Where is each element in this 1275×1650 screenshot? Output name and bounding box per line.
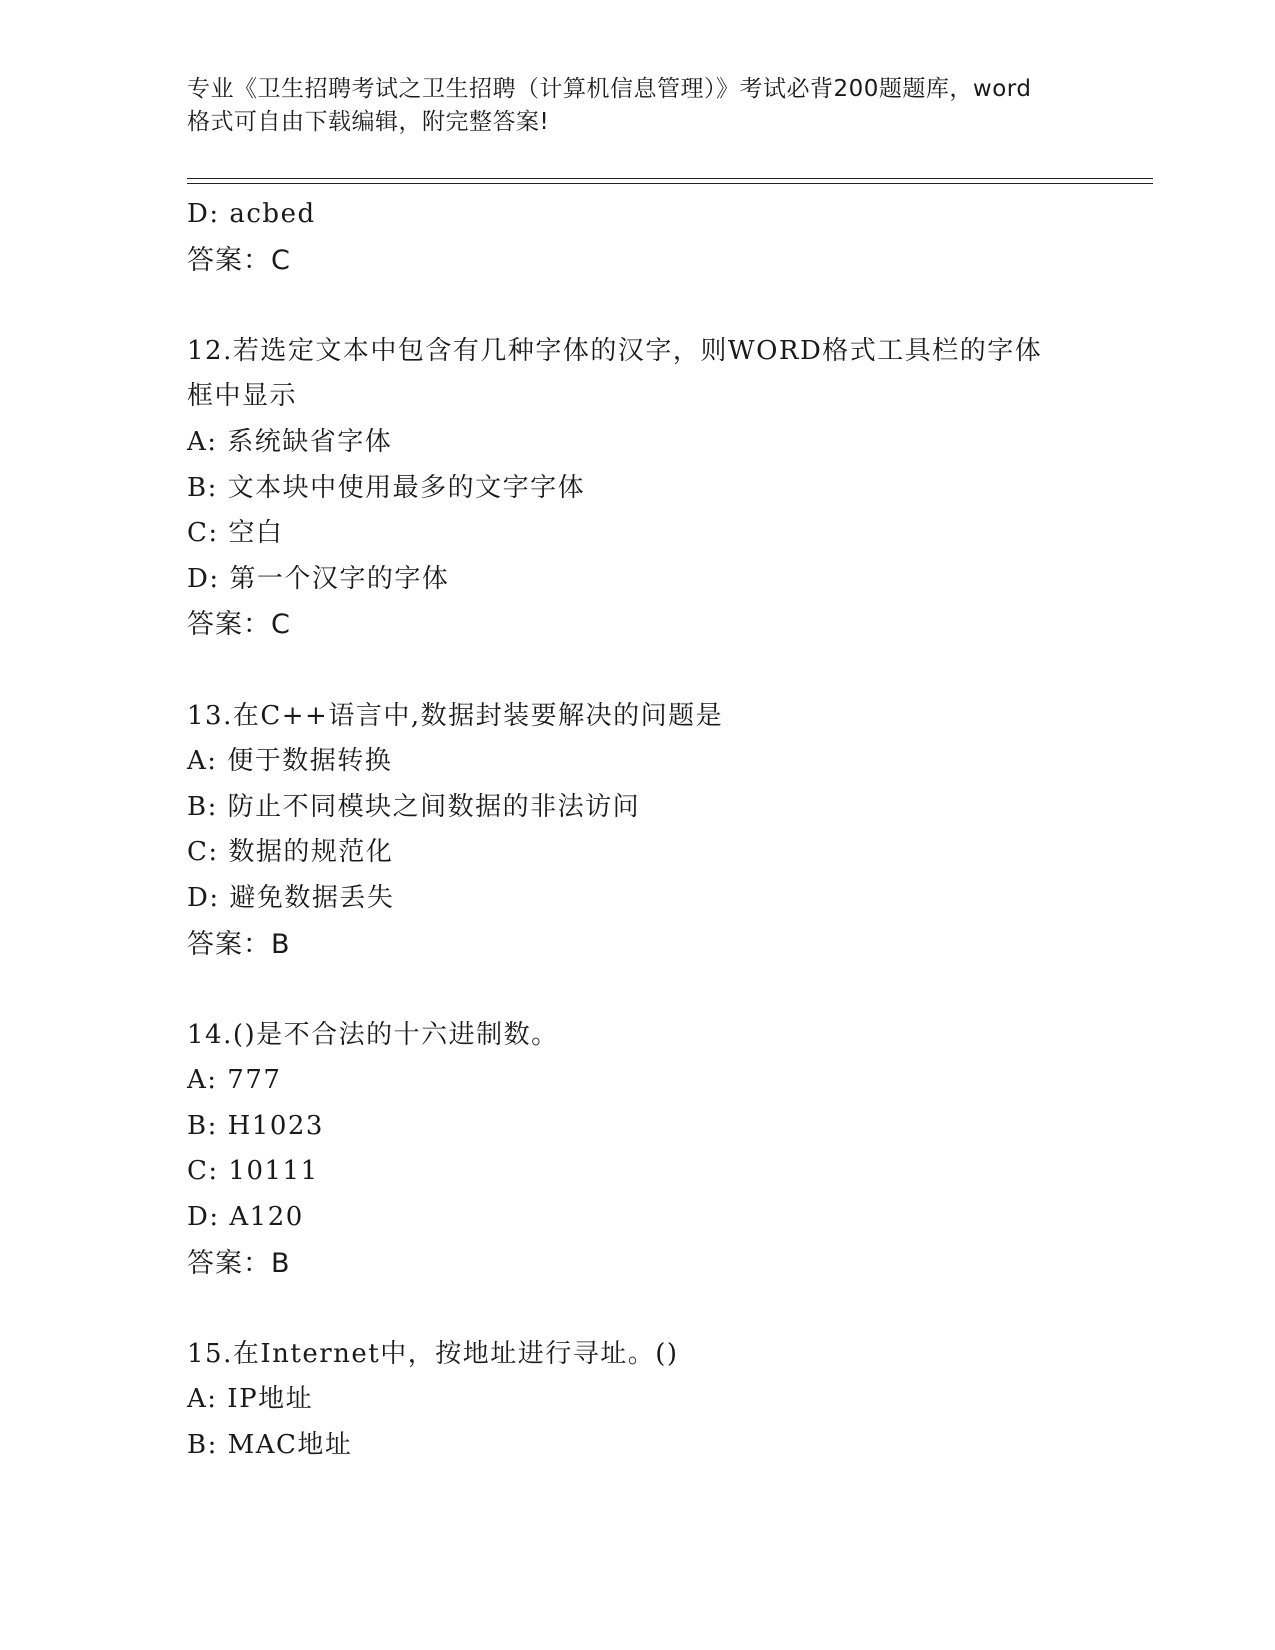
header-line-1: 专业《卫生招聘考试之卫生招聘（计算机信息管理）》考试必背200题题库，word (187, 76, 1032, 102)
option-b: B: 文本块中使用最多的文字字体 (187, 472, 586, 503)
spacer (187, 1286, 1087, 1332)
option-a: A: IP地址 (187, 1384, 314, 1415)
option-b: B: 防止不同模块之间数据的非法访问 (187, 791, 641, 822)
spacer (187, 283, 1087, 329)
spacer (187, 967, 1087, 1013)
option-b: B: H1023 (187, 1110, 324, 1141)
option-d: D: 第一个汉字的字体 (187, 563, 450, 594)
answer-line: 答案：C (187, 609, 291, 641)
option-b: B: MAC地址 (187, 1430, 353, 1461)
option-a: A: 777 (187, 1065, 282, 1096)
option-d: D: 避免数据丢失 (187, 882, 395, 913)
header-rule-top (187, 178, 1153, 179)
option-c: C: 空白 (187, 518, 284, 549)
question-14 (187, 1013, 1087, 1287)
option-c: C: 10111 (187, 1156, 319, 1187)
header-rule-bottom (187, 183, 1153, 184)
option-d: D: A120 (187, 1202, 304, 1233)
question-12 (187, 329, 1087, 648)
question-stem: 15.在Internet中，按地址进行寻址。() (187, 1338, 679, 1369)
answer-line: 答案：C (187, 244, 291, 276)
option-a: A: 系统缺省字体 (187, 426, 393, 457)
document-header (187, 73, 1087, 139)
header-line-2: 格式可自由下载编辑，附完整答案! (187, 109, 550, 135)
question-stem-continued: 框中显示 (187, 381, 298, 412)
answer-line: 答案：B (187, 1247, 291, 1279)
question-stem: 13.在C++语言中,数据封装要解决的问题是 (187, 700, 724, 731)
option-a: A: 便于数据转换 (187, 746, 393, 777)
question-stem: 14.()是不合法的十六进制数。 (187, 1019, 559, 1050)
question-15 (187, 1332, 1087, 1469)
document-body (187, 192, 1087, 1469)
answer-line: 答案：B (187, 928, 291, 960)
option-d: D: acbed (187, 199, 316, 229)
option-c: C: 数据的规范化 (187, 837, 394, 868)
question-13 (187, 694, 1087, 968)
spacer (187, 648, 1087, 694)
question-11-tail (187, 192, 1087, 283)
question-stem: 12.若选定文本中包含有几种字体的汉字，则WORD格式工具栏的字体 (187, 335, 1043, 366)
